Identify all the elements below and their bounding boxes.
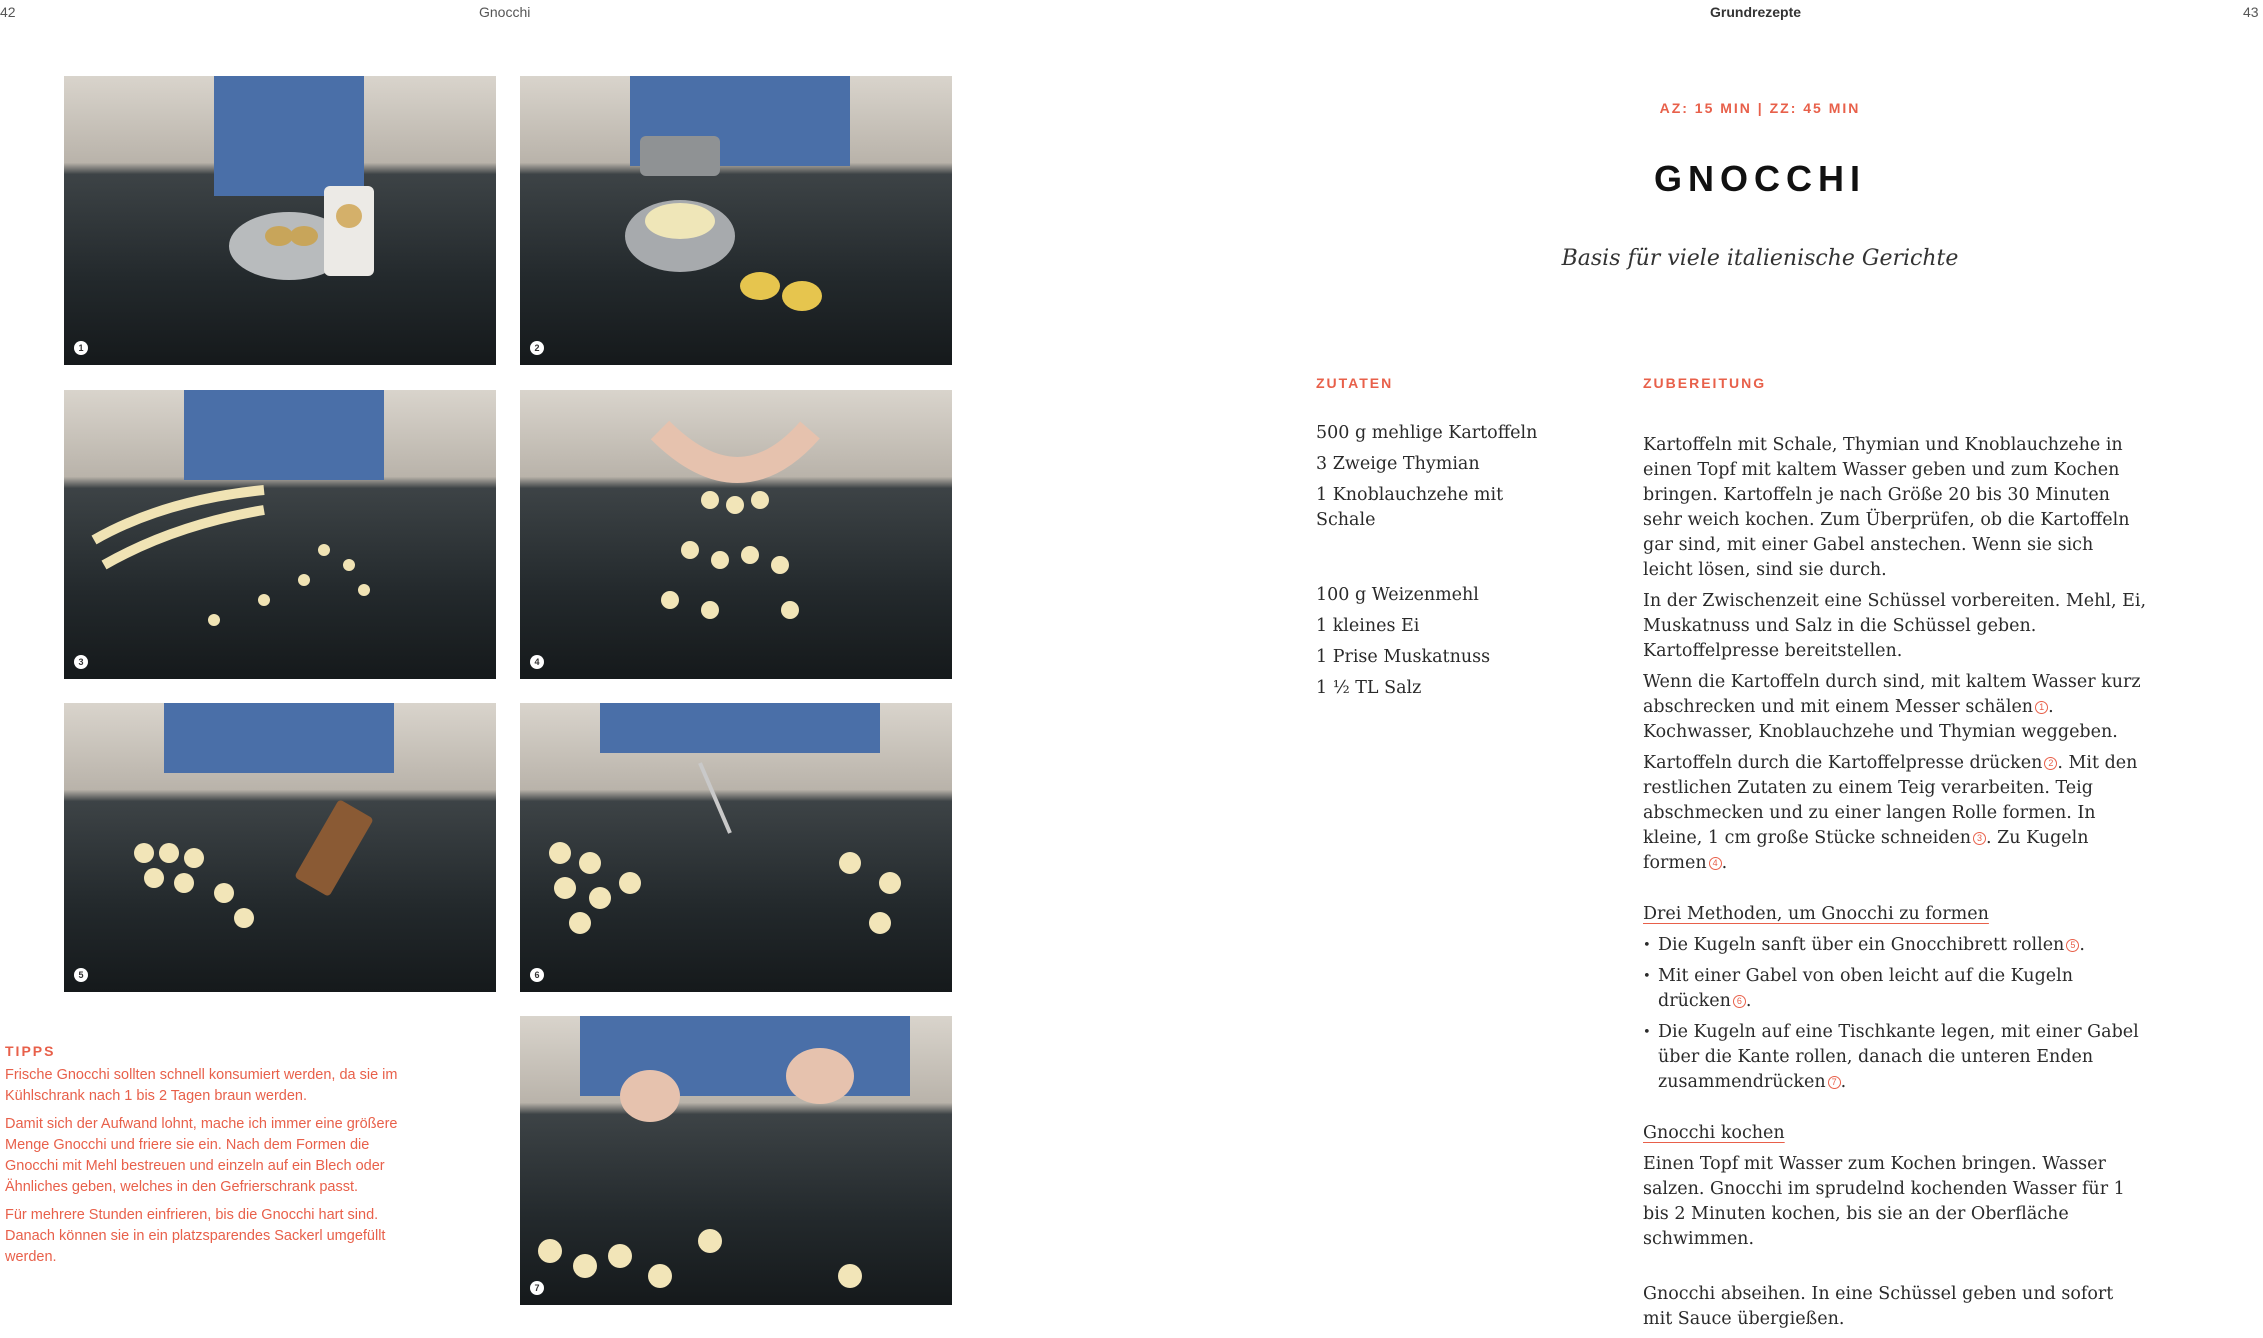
step-number-badge: 7 [530, 1281, 544, 1295]
step-ref: 1 [2035, 701, 2048, 714]
running-head-left: Gnocchi [479, 4, 531, 20]
prep-paragraph: Gnocchi abseihen. In eine Schüssel geben und sofort mit Sauce übergießen. [1643, 1284, 2114, 1329]
step-number-badge: 1 [74, 341, 88, 355]
preparation-label: ZUBEREITUNG [1643, 375, 1767, 391]
method-text: . [1840, 1072, 1847, 1092]
method-text: . [2079, 935, 2085, 955]
photo-illustration [64, 703, 496, 992]
prep-paragraph [1643, 751, 2148, 876]
photo-illustration [64, 76, 496, 365]
step-photo-2 [520, 76, 952, 365]
page-number-left: 42 [0, 4, 16, 20]
step-ref: 4 [1709, 857, 1722, 870]
step-number-badge: 3 [74, 655, 88, 669]
tips-heading: TIPPS [5, 1043, 56, 1059]
method-text: . [1745, 991, 1752, 1011]
paragraph-spacer [1643, 1258, 2148, 1282]
ingredients-label: ZUTATEN [1316, 375, 1394, 391]
ingredient-item: 500 g mehlige Kartoffeln [1316, 423, 1538, 443]
recipe-time: AZ: 15 MIN | ZZ: 45 MIN [1659, 100, 1861, 116]
ingredient-item: 1 ½ TL Salz [1316, 678, 1422, 698]
step-ref: 5 [2066, 939, 2079, 952]
step-number-badge: 6 [530, 968, 544, 982]
photo-illustration [520, 390, 952, 679]
step-photo-4 [520, 390, 952, 679]
prep-text: . Mit den restlichen Zutaten zu einem Teig verarbeiten. Teig abschmecken und zu einer langen Rolle formen. In kleine, 1 cm große Stücke schneiden [1643, 753, 2138, 848]
ingredients-list [1316, 421, 1556, 707]
preparation-text [1643, 433, 2148, 1338]
step-ref: 3 [1973, 832, 1986, 845]
prep-paragraph: Kartoffeln mit Schale, Thymian und Knoblauchzehe in einen Topf mit kaltem Wasser geben und zum Kochen bringen. Kartoffeln je nach Größe 20 bis 30 Minuten sehr weich kochen. Zum Überprüfen, ob die Kartoffeln gar sind, mit einer Gabel anstechen. Wenn sie sich leicht lösen, sind sie durch. [1643, 435, 2130, 580]
tip-paragraph: Frische Gnocchi sollten schnell konsumiert werden, da sie im Kühlschrank nach 1 bis 2 Tagen braun werden. [5, 1067, 398, 1104]
method-text: Mit einer Gabel von oben leicht auf die Kugeln drücken [1658, 966, 2074, 1011]
step-photo-3 [64, 390, 496, 679]
step-photo-5 [64, 703, 496, 992]
step-number-badge: 5 [74, 968, 88, 982]
prep-text: . Kochwasser, Knoblauchzehe und Thymian weggeben. [1643, 697, 2118, 742]
step-photo-6 [520, 703, 952, 992]
tip-paragraph: Damit sich der Aufwand lohnt, mache ich immer eine größere Menge Gnocchi und friere sie ein. Nach dem Formen die Gnocchi mit Mehl bestreuen und einzeln auf ein Blech oder Ähnliches geben, welches in den Gefrierschrank passt. [5, 1116, 398, 1195]
recipe-subtitle: Basis für viele italienische Gerichte [1561, 246, 1959, 271]
cooking-heading: Gnocchi kochen [1643, 1123, 1785, 1143]
tips-box [5, 1043, 405, 1275]
step-photo-7 [520, 1016, 952, 1305]
method-text: Die Kugeln auf eine Tischkante legen, mit einer Gabel über die Kante rollen, danach die unteren Enden zusammendrücken [1658, 1022, 2139, 1092]
photo-illustration [520, 76, 952, 365]
methods-list [1643, 933, 2148, 1095]
ingredient-item: 1 Prise Muskatnuss [1316, 647, 1491, 667]
step-number-badge: 2 [530, 341, 544, 355]
photo-illustration [520, 1016, 952, 1305]
step-ref: 7 [1828, 1076, 1841, 1089]
page-number-right: 43 [2243, 4, 2259, 20]
prep-paragraph [1643, 670, 2148, 745]
prep-text: . [1721, 853, 1728, 873]
step-photo-1 [64, 76, 496, 365]
photo-illustration [520, 703, 952, 992]
method-item [1643, 1020, 2148, 1095]
ingredient-item: 1 kleines Ei [1316, 616, 1420, 636]
prep-text: . Zu Kugeln formen [1643, 828, 2089, 873]
method-item [1643, 964, 2148, 1014]
tip-paragraph: Für mehrere Stunden einfrieren, bis die Gnocchi hart sind. Danach können sie in ein platzsparendes Sackerl umgefüllt werden. [5, 1207, 386, 1265]
ingredient-item: 1 Knoblauchzehe mit Schale [1316, 485, 1504, 530]
running-head-right: Grundrezepte [1710, 4, 1802, 20]
prep-paragraph: In der Zwischenzeit eine Schüssel vorbereiten. Mehl, Ei, Muskatnuss und Salz in die Schüssel geben. Kartoffelpresse bereitstellen. [1643, 591, 2147, 661]
ingredient-gap [1316, 539, 1556, 577]
ingredient-item: 3 Zweige Thymian [1316, 454, 1480, 474]
step-ref: 6 [1733, 995, 1746, 1008]
step-number-badge: 4 [530, 655, 544, 669]
ingredient-item: 100 g Weizenmehl [1316, 585, 1479, 605]
prep-text: Kartoffeln durch die Kartoffelpresse drücken [1643, 753, 2043, 773]
prep-text: Wenn die Kartoffeln durch sind, mit kaltem Wasser kurz abschrecken und mit einem Messer schälen [1643, 672, 2141, 717]
method-text: Die Kugeln sanft über ein Gnocchibrett rollen [1658, 935, 2065, 955]
methods-heading: Drei Methoden, um Gnocchi zu formen [1643, 904, 1989, 924]
step-ref: 2 [2044, 757, 2057, 770]
recipe-title: GNOCCHI [1654, 158, 1866, 199]
method-item [1643, 933, 2148, 958]
photo-illustration [64, 390, 496, 679]
prep-paragraph: Einen Topf mit Wasser zum Kochen bringen. Wasser salzen. Gnocchi im sprudelnd kochenden Wasser für 1 bis 2 Minuten kochen, bis sie an der Oberfläche schwimmen. [1643, 1154, 2125, 1249]
